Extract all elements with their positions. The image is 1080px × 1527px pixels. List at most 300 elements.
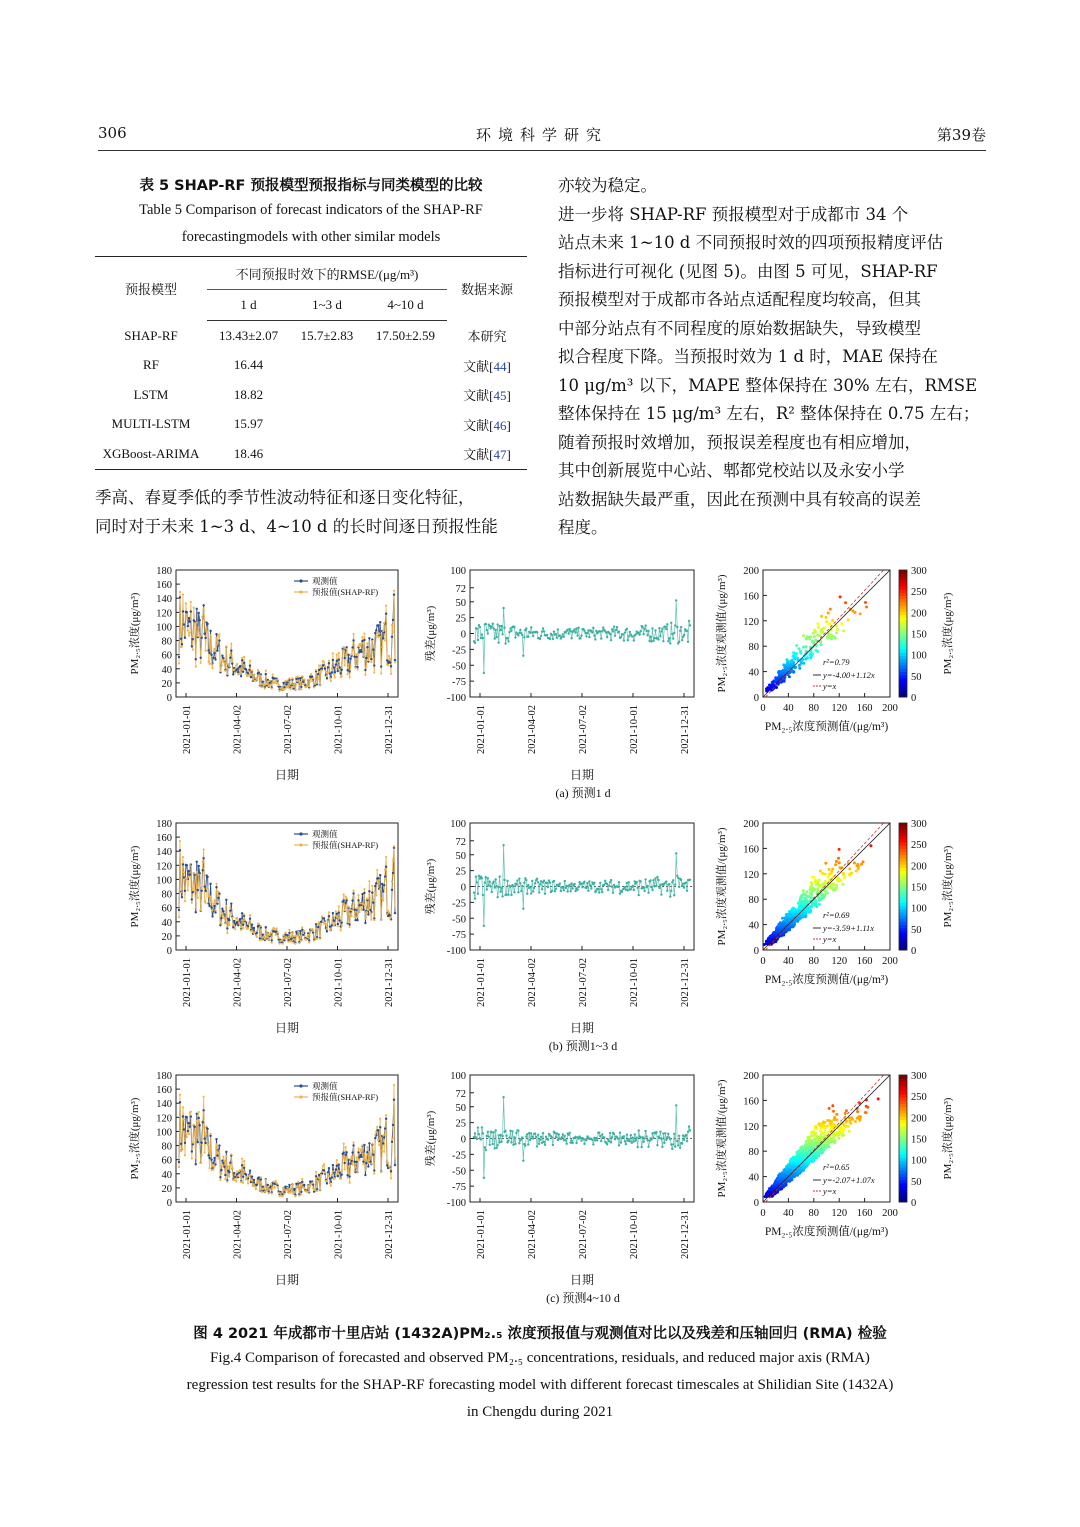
predicted-point <box>178 1166 180 1168</box>
predicted-point <box>369 912 371 914</box>
observed-point <box>335 1168 337 1170</box>
y-axis-label: PM₂.₅浓度观测值/(μg/m³) <box>716 1079 728 1198</box>
colorbar-segment <box>899 637 907 641</box>
observed-point <box>262 933 264 935</box>
predicted-point <box>196 871 198 873</box>
observed-point <box>178 1161 180 1163</box>
observed-point <box>211 915 213 917</box>
scatter-point <box>877 1097 880 1100</box>
text-line: 站数据缺失最严重，因此在预测中具有较高的误差 <box>558 489 921 509</box>
predicted-point <box>189 864 191 866</box>
observed-point <box>299 930 301 932</box>
observed-point <box>186 611 188 613</box>
y-tick-label: 120 <box>743 1121 759 1133</box>
scatter-point <box>772 680 775 683</box>
observed-point <box>251 1175 253 1177</box>
observed-point <box>394 659 396 661</box>
observed-point <box>233 1172 235 1174</box>
residual-point <box>519 629 521 631</box>
predicted-point <box>265 929 267 931</box>
predicted-point <box>305 686 307 688</box>
predicted-point <box>287 686 289 688</box>
scatter-point <box>781 917 784 920</box>
observed-point <box>315 1175 317 1177</box>
predicted-point <box>367 909 369 911</box>
residual-point <box>679 630 681 632</box>
residual-point <box>514 1143 516 1145</box>
scatter-point <box>798 906 801 909</box>
predicted-point <box>208 663 210 665</box>
identity-legend-label: y=x <box>823 934 837 944</box>
residual-point <box>580 1139 582 1141</box>
predicted-point <box>319 684 321 686</box>
colorbar-tick-label: 200 <box>911 608 927 620</box>
predicted-point <box>351 648 353 650</box>
predicted-point <box>353 652 355 654</box>
predicted-point <box>190 1111 192 1113</box>
observed-point <box>216 649 218 651</box>
residual-point <box>640 1146 642 1148</box>
predicted-point <box>222 915 224 917</box>
predicted-point <box>220 664 222 666</box>
scatter-point <box>809 656 812 659</box>
scatter-point <box>796 920 799 923</box>
residual-point <box>581 886 583 888</box>
residual-point <box>553 630 555 632</box>
predicted-point <box>221 912 223 914</box>
predicted-point <box>343 646 345 648</box>
predicted-point <box>379 1118 381 1120</box>
figure-caption-en-3: in Chengdu during 2021 <box>466 1404 614 1420</box>
predicted-point <box>343 893 345 895</box>
predicted-point <box>373 671 375 673</box>
predicted-point <box>286 937 288 939</box>
residual-point <box>606 883 608 885</box>
residual-point <box>546 882 548 884</box>
scatter-point <box>787 1172 790 1175</box>
predicted-point <box>380 918 382 920</box>
predicted-point <box>336 1159 338 1161</box>
predicted-point <box>358 911 360 913</box>
reference-link[interactable]: 47 <box>493 447 507 463</box>
scatter-point <box>822 1144 825 1147</box>
observed-point <box>341 921 343 923</box>
scatter-point <box>800 662 803 665</box>
predicted-point <box>348 906 350 908</box>
scatter-point <box>800 1152 803 1155</box>
residual-point <box>501 633 503 635</box>
observed-point <box>288 1184 290 1186</box>
residual-point <box>502 844 504 846</box>
observed-point <box>383 884 385 886</box>
scatter-point <box>818 1122 821 1125</box>
residual-point <box>679 1147 681 1149</box>
predicted-point <box>179 591 181 593</box>
predicted-point <box>383 1151 385 1153</box>
y-tick-label: 50 <box>455 1102 466 1114</box>
predicted-point <box>365 666 367 668</box>
x-tick-label: 2021-04-02 <box>232 705 244 754</box>
colorbar-segment <box>899 1113 907 1117</box>
scatter-point <box>847 618 850 621</box>
predicted-point <box>181 887 183 889</box>
observed-point <box>213 1157 215 1159</box>
x-tick-label: 2021-10-01 <box>333 958 345 1007</box>
predicted-point <box>324 1172 326 1174</box>
predicted-point <box>375 635 377 637</box>
residual-point <box>598 1131 600 1133</box>
predicted-point <box>371 885 373 887</box>
predicted-point <box>197 1137 199 1139</box>
observed-point <box>377 1129 379 1131</box>
y-tick-label: 160 <box>743 844 759 856</box>
predicted-point <box>231 658 233 660</box>
predicted-point <box>276 1182 278 1184</box>
observed-point <box>391 636 393 638</box>
residual-point <box>656 876 658 878</box>
observed-point <box>346 1174 348 1176</box>
residual-point <box>649 879 651 881</box>
predicted-point <box>376 1126 378 1128</box>
predicted-point <box>328 1175 330 1177</box>
predicted-point <box>256 679 258 681</box>
scatter-point <box>794 1173 797 1176</box>
residual-point <box>538 1143 540 1145</box>
predicted-point <box>254 679 256 681</box>
predicted-point <box>264 938 266 940</box>
colorbar-segment <box>899 589 907 593</box>
scatter-point <box>820 630 823 633</box>
predicted-point <box>293 1191 295 1193</box>
predicted-point <box>194 1134 196 1136</box>
predicted-point <box>380 1171 382 1173</box>
predicted-point <box>294 943 296 945</box>
header-1-3d: 1~3 d <box>290 290 364 321</box>
y-tick-label: 60 <box>161 650 172 662</box>
predicted-point <box>387 664 389 666</box>
observed-point <box>347 1159 349 1161</box>
observed-point <box>365 1162 367 1164</box>
residual-point <box>661 628 663 630</box>
fit-equation-label: y=-4.00+1.12x <box>823 670 875 680</box>
colorbar-segment <box>899 1075 907 1079</box>
residual-point <box>576 889 578 891</box>
residual-point <box>487 1131 489 1133</box>
observed-point <box>229 657 231 659</box>
residual-point <box>616 626 618 628</box>
predicted-point <box>225 645 227 647</box>
colorbar-tick-label: 300 <box>911 566 927 577</box>
predicted-point <box>281 688 283 690</box>
observed-point <box>382 1142 384 1144</box>
predicted-point <box>317 678 319 680</box>
observed-point <box>221 1160 223 1162</box>
scatter-point <box>853 862 856 865</box>
predicted-point <box>356 1171 358 1173</box>
observed-point <box>375 629 377 631</box>
table-caption-en-1: Table 5 Comparison of forecast indicators of the SHAP-RF <box>139 202 483 218</box>
predicted-point <box>326 675 328 677</box>
residual-point <box>511 1130 513 1132</box>
observed-point <box>357 1151 359 1153</box>
residual-point <box>481 877 483 879</box>
predicted-point <box>375 894 377 896</box>
scatter-point <box>794 653 797 656</box>
residual-point <box>552 1144 554 1146</box>
scatter-point <box>830 634 833 637</box>
predicted-point <box>192 1141 194 1143</box>
predicted-point <box>331 667 333 669</box>
observed-point <box>226 927 228 929</box>
scatter-point <box>798 1154 801 1157</box>
residual-point <box>624 1140 626 1142</box>
residual-point <box>509 885 511 887</box>
predicted-point <box>307 934 309 936</box>
x-tick-label: 2021-04-02 <box>232 1210 244 1259</box>
predicted-point <box>343 1143 345 1145</box>
predicted-point <box>360 1150 362 1152</box>
scatter-point <box>869 844 872 847</box>
predicted-point <box>246 1176 248 1178</box>
predicted-point <box>197 635 199 637</box>
scatter-point <box>819 870 822 873</box>
residual-point <box>570 882 572 884</box>
y-tick-label: 100 <box>156 1127 172 1139</box>
predicted-point <box>299 1183 301 1185</box>
predicted-point <box>334 676 336 678</box>
predicted-point <box>190 877 192 879</box>
colorbar-segment <box>899 668 907 672</box>
residual-point <box>530 626 532 628</box>
predicted-point <box>307 679 309 681</box>
y-tick-label: 80 <box>161 1141 172 1153</box>
residual-point <box>532 635 534 637</box>
residual-point <box>620 636 622 638</box>
residual-point <box>685 881 687 883</box>
observed-point <box>352 1144 354 1146</box>
x-tick-label: 200 <box>882 703 898 714</box>
residual-point <box>562 886 564 888</box>
observed-point <box>379 621 381 623</box>
residual-point <box>676 875 678 877</box>
scatter-point <box>806 1148 809 1151</box>
predicted-point <box>380 672 382 674</box>
observed-point <box>351 646 353 648</box>
predicted-point <box>316 1190 318 1192</box>
observed-point <box>214 658 216 660</box>
colorbar-segment <box>899 1119 907 1123</box>
predicted-point <box>277 1186 279 1188</box>
predicted-point <box>295 676 297 678</box>
predicted-point <box>201 1154 203 1156</box>
scatter-point <box>797 910 800 913</box>
scatter-point <box>825 620 828 623</box>
predicted-point <box>345 1146 347 1148</box>
x-tick-label: 0 <box>760 703 766 714</box>
colorbar-segment <box>899 678 907 682</box>
residual-point <box>494 637 496 639</box>
residual-point <box>664 1132 666 1134</box>
residual-point <box>663 1142 665 1144</box>
observed-point <box>331 924 333 926</box>
residual-point <box>675 1104 677 1106</box>
observed-point <box>182 1115 184 1117</box>
observed-point <box>219 1176 221 1178</box>
colorbar-segment <box>899 1183 907 1187</box>
residual-point <box>638 633 640 635</box>
reference-link[interactable]: 46 <box>493 417 507 433</box>
residual-point <box>665 1139 667 1141</box>
colorbar-segment <box>899 858 907 862</box>
predicted-point <box>288 1188 290 1190</box>
residual-point <box>610 1141 612 1143</box>
residual-point <box>505 1135 507 1137</box>
predicted-point <box>240 672 242 674</box>
colorbar-segment <box>899 602 907 606</box>
predicted-point <box>392 859 394 861</box>
residual-point <box>622 633 624 635</box>
y-tick-label: 140 <box>156 594 172 606</box>
text-line: 季高、春夏季低的季节性波动特征和逐日变化特征， <box>95 488 475 507</box>
residual-point <box>477 639 479 641</box>
colorbar-segment <box>899 595 907 599</box>
scatter-point <box>831 1104 834 1107</box>
predicted-point <box>376 869 378 871</box>
predicted-point <box>359 902 361 904</box>
predicted-point <box>374 646 376 648</box>
x-tick-label: 2021-12-31 <box>680 1210 691 1259</box>
colorbar-segment <box>899 937 907 941</box>
predicted-point <box>214 655 216 657</box>
residual-point <box>602 626 604 628</box>
colorbar-segment <box>899 583 907 587</box>
y-tick-label: 20 <box>161 678 172 690</box>
predicted-point <box>335 668 337 670</box>
colorbar-segment <box>899 1081 907 1085</box>
x-tick-label: 2021-04-02 <box>527 1210 538 1259</box>
predicted-point <box>278 937 280 939</box>
residual-point <box>651 627 653 629</box>
predicted-point <box>300 940 302 942</box>
predicted-point <box>385 1114 387 1116</box>
predicted-point <box>280 939 282 941</box>
predicted-point <box>303 679 305 681</box>
observed-point <box>199 1124 201 1126</box>
predicted-point <box>261 686 263 688</box>
residual-point <box>579 637 581 639</box>
predicted-point <box>306 1191 308 1193</box>
colorbar-segment <box>899 1094 907 1098</box>
colorbar-segment <box>899 864 907 868</box>
residual-point <box>609 633 611 635</box>
reference-link[interactable]: 44 <box>493 358 507 374</box>
predicted-point <box>179 1094 181 1096</box>
y-tick-label: 200 <box>743 566 759 577</box>
observed-point <box>347 654 349 656</box>
scatter-point <box>791 659 794 662</box>
observed-point <box>258 1176 260 1178</box>
colorbar-segment <box>899 675 907 679</box>
predicted-point <box>320 923 322 925</box>
residual-point <box>614 634 616 636</box>
observed-point <box>249 1170 251 1172</box>
colorbar-segment <box>899 855 907 859</box>
predicted-point <box>300 688 302 690</box>
predicted-point <box>224 1178 226 1180</box>
residual-point <box>539 883 541 885</box>
residual-point <box>507 640 509 642</box>
observed-point <box>366 646 368 648</box>
predicted-point <box>200 662 202 664</box>
observed-point <box>210 1159 212 1161</box>
y-tick-label: 200 <box>743 1071 759 1082</box>
observed-point <box>368 637 370 639</box>
x-tick-label: 160 <box>856 956 873 967</box>
predicted-point <box>393 590 395 592</box>
observed-point <box>351 899 353 901</box>
predicted-point <box>289 688 291 690</box>
predicted-point <box>227 1165 229 1167</box>
residual-point <box>537 881 539 883</box>
residual-point <box>536 877 538 879</box>
colorbar-segment <box>899 1126 907 1130</box>
scatter-point <box>838 1131 841 1134</box>
observed-point <box>196 861 198 863</box>
observed-point <box>341 668 343 670</box>
predicted-point <box>290 940 292 942</box>
residual-point <box>678 886 680 888</box>
colorbar-segment <box>899 890 907 894</box>
predicted-point <box>239 668 241 670</box>
observed-point <box>196 1113 198 1115</box>
predicted-point <box>336 654 338 656</box>
residual-point <box>626 628 628 630</box>
residual-point <box>561 1136 563 1138</box>
observed-point <box>299 677 301 679</box>
predicted-point <box>224 670 226 672</box>
scatter-point <box>784 917 787 920</box>
y-tick-label: 25 <box>455 613 466 625</box>
observed-point <box>339 919 341 921</box>
y-tick-label: 0 <box>460 882 466 894</box>
observed-point <box>203 885 205 887</box>
figure-caption-cn: 图 4 2021 年成都市十里店站 (1432A)PM₂.₅ 浓度预报值与观测值对比以及残差和压轴回归 (RMA) 检验 <box>193 1326 887 1342</box>
observed-point <box>224 1174 226 1176</box>
residual-point <box>536 1145 538 1147</box>
observed-point <box>215 1138 217 1140</box>
scatter-point <box>816 634 819 637</box>
reference-link[interactable]: 45 <box>493 388 507 404</box>
observed-point <box>181 896 183 898</box>
predicted-point <box>269 934 271 936</box>
predicted-point <box>272 1186 274 1188</box>
colorbar-segment <box>899 1110 907 1114</box>
residual-point <box>630 888 632 890</box>
predicted-point <box>335 910 337 912</box>
predicted-point <box>373 1172 375 1174</box>
scatter-point <box>812 887 815 890</box>
predicted-point <box>184 634 186 636</box>
observed-point <box>346 669 348 671</box>
predicted-point <box>211 667 213 669</box>
colorbar-segment <box>899 1132 907 1136</box>
observed-point <box>218 1144 220 1146</box>
predicted-point <box>212 650 214 652</box>
predicted-point <box>197 897 199 899</box>
predicted-point <box>327 671 329 673</box>
scatter-point <box>767 1192 770 1195</box>
scatter-point <box>793 913 796 916</box>
